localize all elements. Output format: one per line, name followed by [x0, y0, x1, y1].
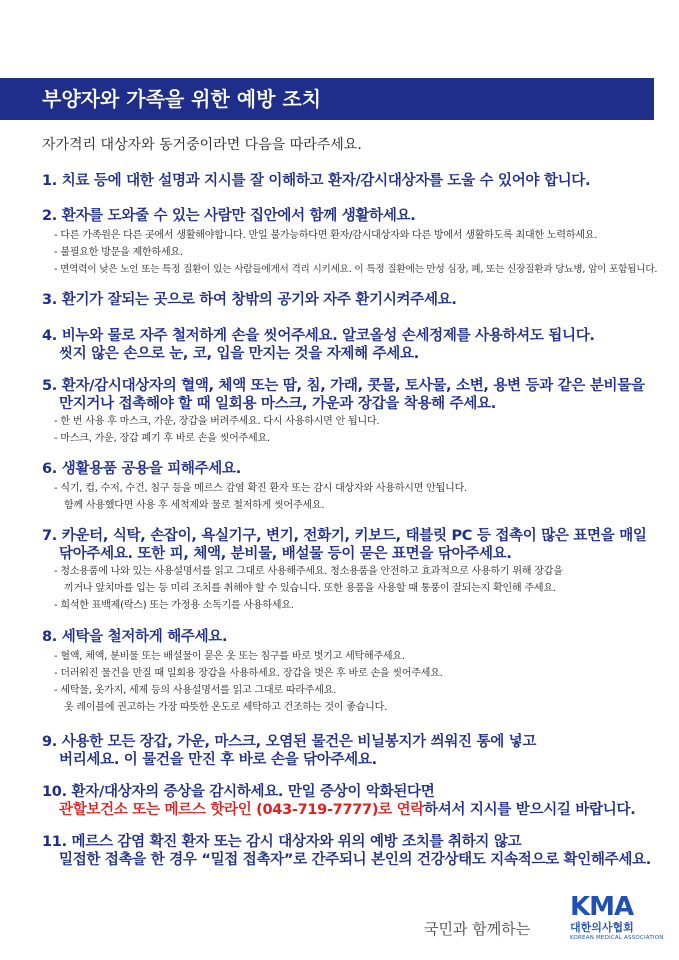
item-6-bullet-1 — [42, 480, 672, 514]
item-9-line-2: 버리세요. 이 물건을 만진 후 바로 손을 닦아주세요. — [59, 752, 377, 768]
item-4-line-2: 씻지 않은 손으로 눈, 코, 입을 만지는 것을 자제해 주세요. — [59, 346, 419, 362]
item-4-heading — [42, 327, 672, 363]
item-5-line-2: 만지거나 접촉해야 할 때 일회용 마스크, 가운과 장갑을 착용해 주세요. — [59, 396, 496, 412]
item-11-heading — [42, 833, 672, 869]
hotline-highlight: 관할보건소 또는 메르스 핫라인 (043-719-7777)로 연락 — [59, 802, 425, 818]
item-5-bullet-2: - 마스크, 가운, 장갑 폐기 후 바로 손을 씻어주세요. — [54, 433, 270, 444]
item-8-bullet-1: - 혈액, 체액, 분비물 또는 배설물이 묻은 옷 또는 침구를 바로 벗기고 세탁해주세요. — [54, 651, 405, 662]
item-6-bullet-1-cont: 함께 사용했다면 사용 후 세척제와 물로 철저하게 씻어주세요. — [64, 500, 325, 511]
item-8-bullet-3-cont: 옷 레이블에 권고하는 가장 따뜻한 온도로 세탁하고 건조하는 것이 좋습니다. — [64, 702, 388, 713]
item-11-line-2: 밀접한 접촉을 한 경우 “밀접 접촉자”로 간주되니 본인의 건강상태도 지속적으로 확인해주세요. — [59, 852, 652, 868]
kma-logo-english: KOREAN MEDICAL ASSOCIATION — [570, 935, 664, 941]
item-11 — [42, 833, 672, 869]
item-8-bullet-3 — [42, 682, 672, 716]
item-4-line-1: 4. 비누와 물로 자주 철저하게 손을 씻어주세요. 알코올성 손세정제를 사용하셔도 됩니다. — [42, 328, 595, 344]
footer-slogan: 국민과 함께하는 — [424, 920, 531, 938]
item-9-heading — [42, 733, 672, 769]
kma-logo — [570, 893, 670, 942]
item-5-line-1: 5. 환자/감시대상자의 혈액, 체액 또는 땀, 침, 가래, 콧물, 토사물, 소변, 용변 등과 같은 분비물을 — [42, 378, 645, 394]
intro-text: 자가격리 대상자와 동거중이라면 다음을 따라주세요. — [42, 137, 362, 153]
item-6-bullet-1-text: - 식기, 컵, 수저, 수건, 침구 등을 메르스 감염 확진 환자 또는 감시 대상자와 사용하시면 안됩니다. — [54, 483, 468, 494]
item-6 — [42, 460, 672, 514]
item-3-heading: 3. 환기가 잘되는 곳으로 하여 창밖의 공기와 자주 환기시켜주세요. — [42, 292, 457, 308]
item-8 — [42, 628, 672, 716]
item-5-heading — [42, 377, 672, 413]
item-5 — [42, 377, 672, 447]
item-2-bullet-3: - 면역력이 낮은 노인 또는 특정 질환이 있는 사람들에게서 격리 시키세요. 이 특정 질환에는 만성 심장, 폐, 또는 신장질환과 당뇨병, 암이 포함됩니다. — [54, 264, 658, 275]
item-7-bullet-1 — [42, 563, 672, 597]
item-10-line-1: 10. 환자/대상자의 증상을 감시하세요. 만일 증상이 악화된다면 — [42, 784, 435, 800]
item-1 — [42, 172, 672, 190]
item-1-heading: 1. 치료 등에 대한 설명과 지시를 잘 이해하고 환자/감시대상자를 도울 수 있어야 합니다. — [42, 173, 591, 189]
title-banner: 부양자와 가족을 위한 예방 조치 — [0, 78, 654, 120]
kma-logo-mark: KMA — [570, 892, 634, 922]
item-10 — [42, 783, 672, 819]
item-5-bullet-1: - 한 번 사용 후 마스크, 가운, 장갑을 버려주세요. 다시 사용하시면 안 됩니다. — [54, 416, 380, 427]
item-10-line-2-rest: 하셔서 지시를 받으시길 바랍니다. — [424, 802, 636, 818]
item-2-bullet-1: - 다른 가족원은 다른 곳에서 생활해야합니다. 만일 불가능하다면 환자/감시대상자와 다른 방에서 생활하도록 최대한 노력하세요. — [54, 230, 598, 241]
item-9 — [42, 733, 672, 769]
item-10-line-2 — [42, 801, 672, 819]
item-8-bullet-3-text: - 세탁물, 옷가지, 세제 등의 사용설명서를 읽고 그대로 따라주세요. — [54, 685, 337, 696]
item-7-heading — [42, 527, 672, 563]
item-4 — [42, 327, 672, 363]
item-9-line-1: 9. 사용한 모든 장갑, 가운, 마스크, 오염된 물건은 비닐봉지가 씌워진 통에 넣고 — [42, 734, 537, 750]
item-2-heading: 2. 환자를 도와줄 수 있는 사람만 집안에서 함께 생활하세요. — [42, 208, 416, 224]
item-7-line-1: 7. 카운터, 식탁, 손잡이, 욕실기구, 변기, 전화기, 키보드, 태블릿 PC 등 접촉이 많은 표면을 매일 — [42, 528, 647, 544]
item-8-bullet-2: - 더러워진 물건을 만질 때 일회용 장갑을 사용하세요. 장갑을 벗은 후 바로 손을 씻어주세요. — [54, 668, 443, 679]
item-6-heading: 6. 생활용품 공용을 피해주세요. — [42, 461, 241, 477]
item-7 — [42, 527, 672, 614]
kma-logo-korean: 대한의사협회 — [570, 921, 634, 934]
item-11-line-1: 11. 메르스 감염 확진 환자 또는 감시 대상자와 위의 예방 조치를 취하지 않고 — [42, 834, 522, 850]
item-7-line-2: 닦아주세요. 또한 피, 체액, 분비물, 배설물 등이 묻은 표면을 닦아주세요. — [59, 546, 512, 562]
item-7-bullet-1-text: - 청소용품에 나와 있는 사용설명서를 읽고 그대로 사용해주세요. 청소용품을 안전하고 효과적으로 사용하기 위해 장갑을 — [54, 566, 563, 577]
item-3 — [42, 291, 672, 309]
item-8-heading: 8. 세탁을 철저하게 해주세요. — [42, 629, 228, 645]
item-10-heading — [42, 783, 672, 819]
item-2 — [42, 207, 672, 278]
item-2-bullet-2: - 불필요한 방문을 제한하세요. — [54, 247, 183, 258]
item-7-bullet-1-cont: 끼거나 앞치마를 입는 등 미리 조치를 취해야 할 수 있습니다. 또한 용품을 사용할 때 통풍이 잘되는지 확인해 주세요. — [64, 583, 556, 594]
item-7-bullet-2: - 희석한 표백제(락스) 또는 가정용 소독기를 사용하세요. — [54, 600, 294, 611]
